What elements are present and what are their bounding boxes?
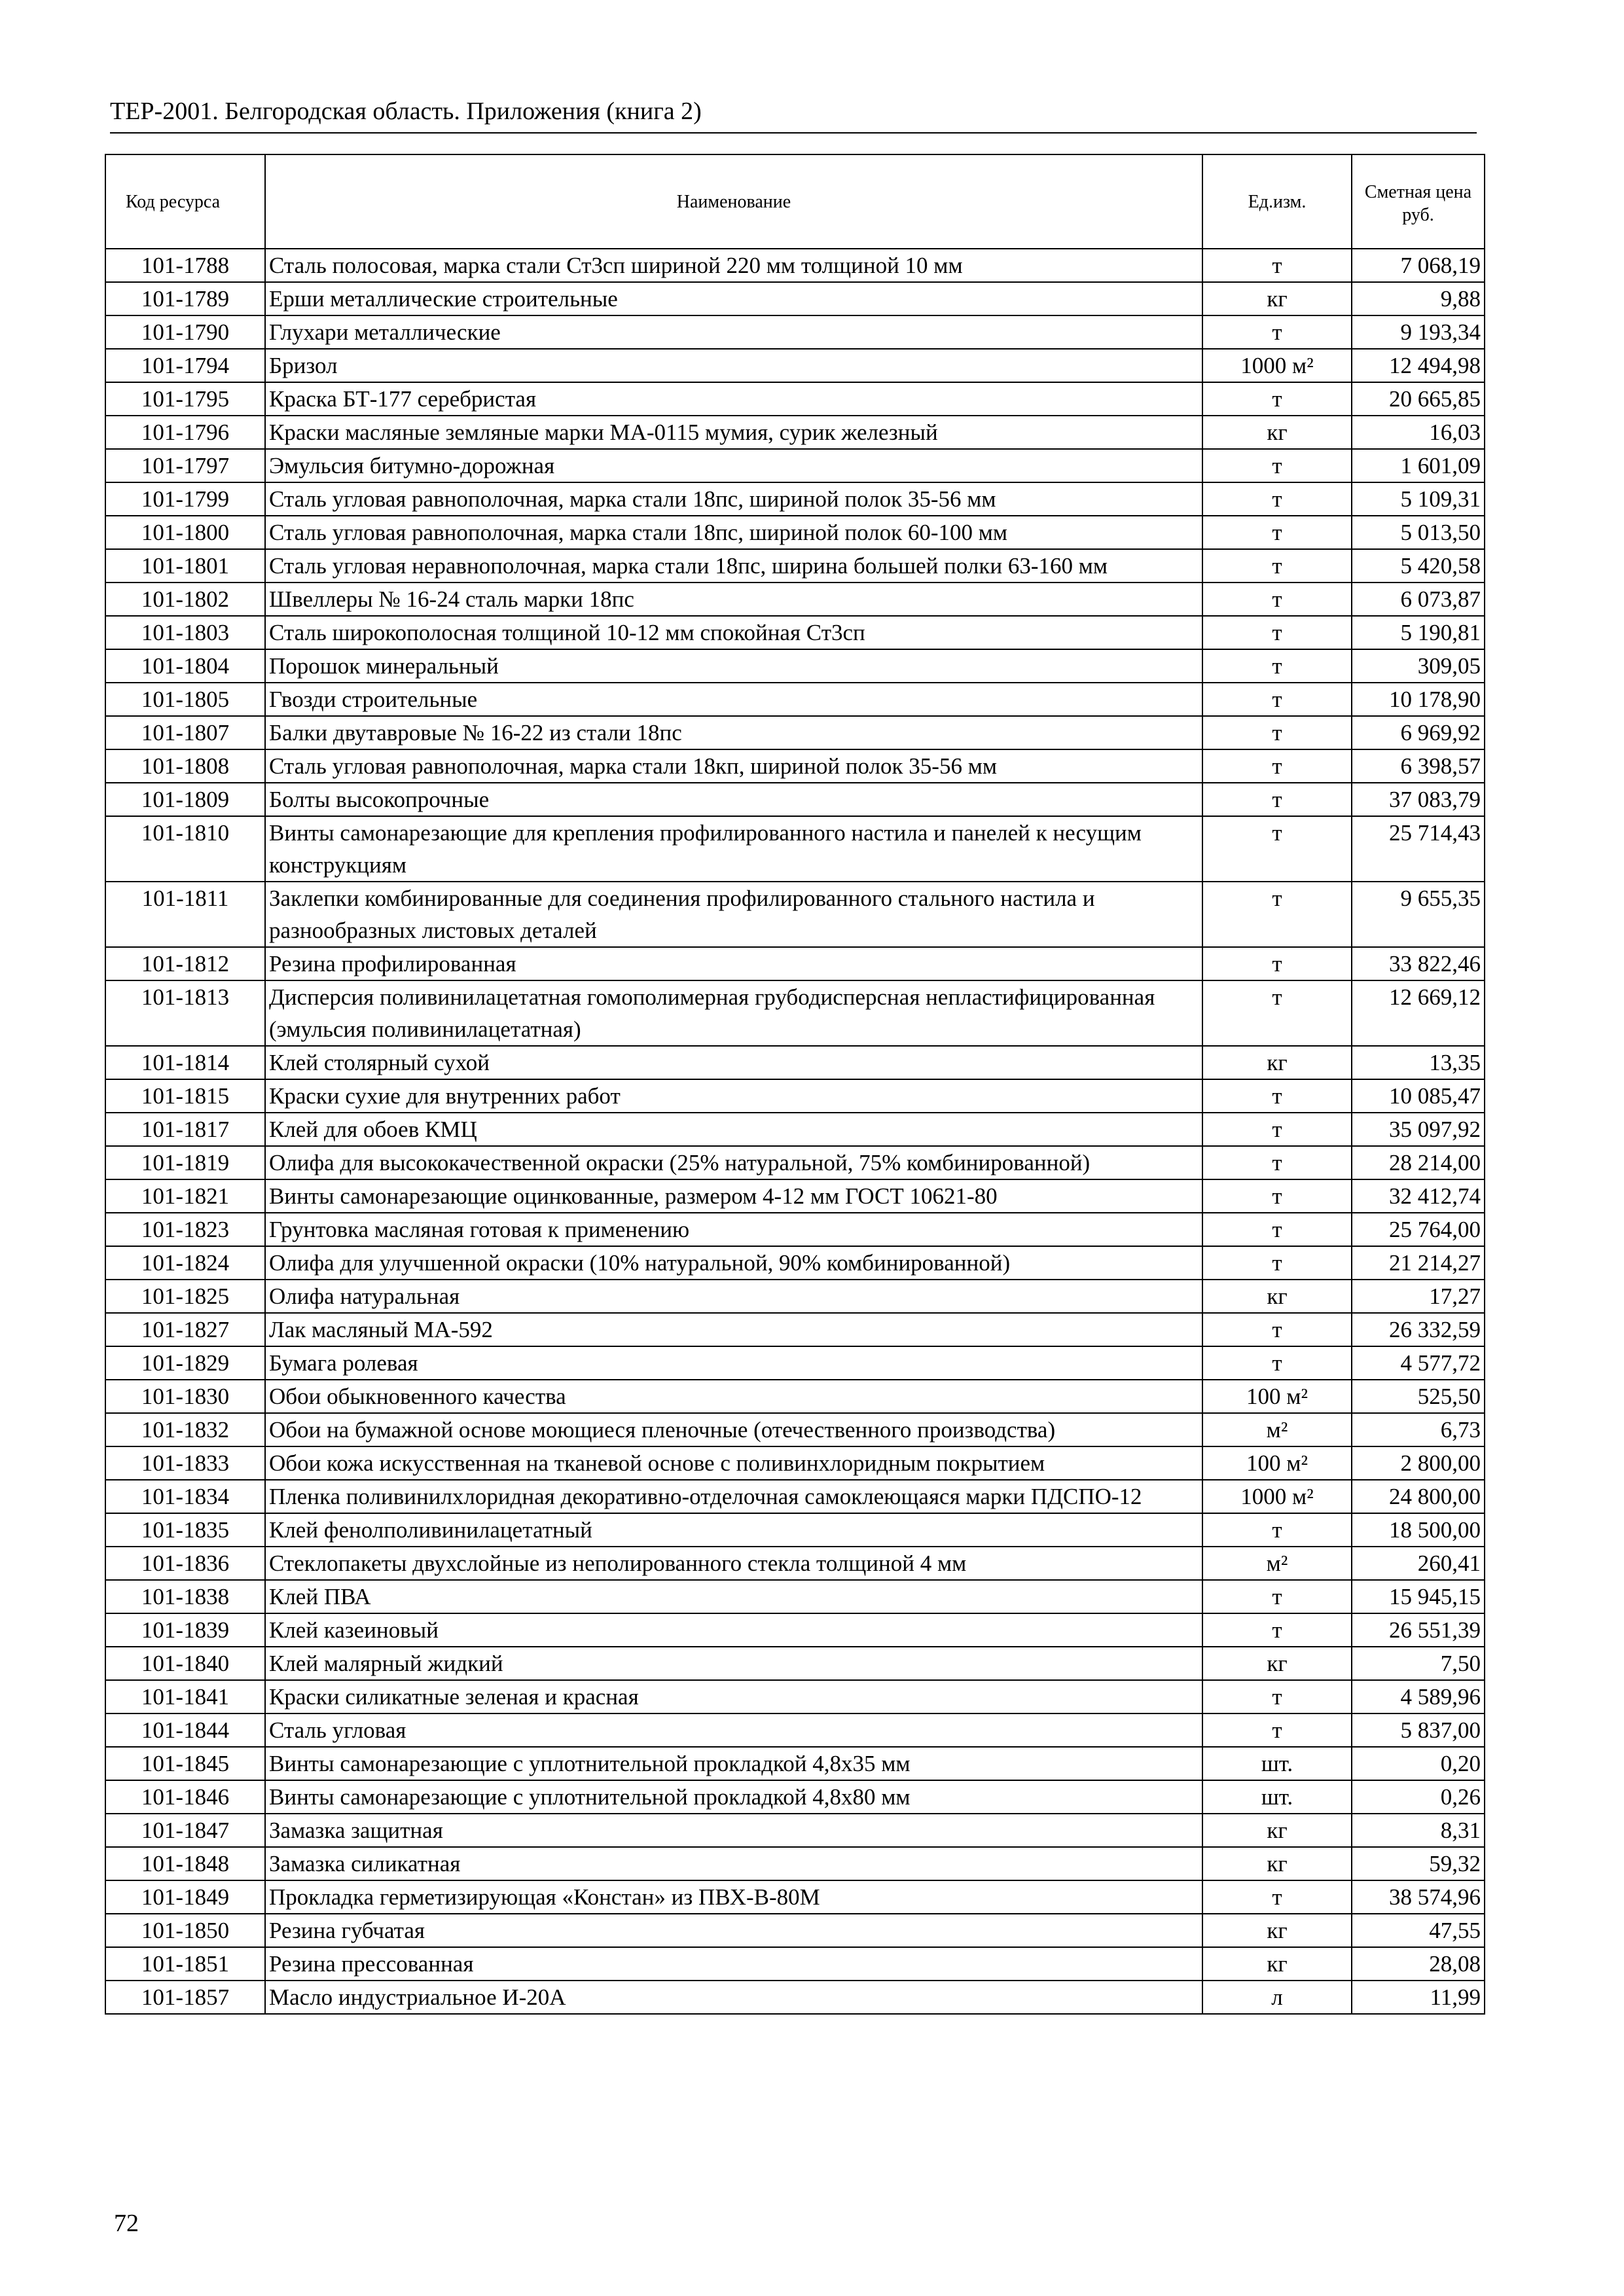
unit-cell: т [1202,749,1352,783]
resource-code-cell: 101-1827 [105,1313,265,1346]
unit-cell: т [1202,616,1352,649]
unit-cell: т [1202,482,1352,516]
resource-name-cell: Клей столярный сухой [265,1046,1202,1079]
price-cell: 47,55 [1352,1914,1485,1947]
resource-code-cell: 101-1804 [105,649,265,683]
table-row [105,1079,1485,1113]
price-cell: 28 214,00 [1352,1146,1485,1179]
table-row [105,882,1485,947]
unit-cell: 1000 м² [1202,349,1352,382]
price-cell: 59,32 [1352,1847,1485,1880]
unit-cell: т [1202,516,1352,549]
resource-name-cell: Клей казеиновый [265,1613,1202,1647]
table-row [105,1246,1485,1280]
resource-code-cell: 101-1811 [105,882,265,947]
table-row [105,1146,1485,1179]
resource-code-cell: 101-1799 [105,482,265,516]
table-row [105,482,1485,516]
unit-cell: т [1202,549,1352,583]
resource-name-cell: Винты самонарезающие оцинкованные, размером 4-12 мм ГОСТ 10621-80 [265,1179,1202,1213]
resource-name-cell: Винты самонарезающие с уплотнительной прокладкой 4,8х35 мм [265,1747,1202,1780]
price-cell: 20 665,85 [1352,382,1485,416]
column-header-unit: Ед.изм. [1202,154,1352,249]
price-cell: 309,05 [1352,649,1485,683]
unit-cell: т [1202,980,1352,1046]
resource-name-cell: Краски масляные земляные марки МА-0115 мумия, сурик железный [265,416,1202,449]
resource-name-cell: Дисперсия поливинилацетатная гомополимерная грубодисперсная непластифицированная (эмульсия поливинилацетатная) [265,980,1202,1046]
resource-code-cell: 101-1844 [105,1713,265,1747]
resource-name-cell: Краски сухие для внутренних работ [265,1079,1202,1113]
price-cell: 17,27 [1352,1280,1485,1313]
price-cell: 25 714,43 [1352,816,1485,882]
unit-cell: м² [1202,1547,1352,1580]
resource-code-cell: 101-1788 [105,249,265,282]
resource-code-cell: 101-1795 [105,382,265,416]
price-cell: 12 669,12 [1352,980,1485,1046]
price-cell: 5 420,58 [1352,549,1485,583]
unit-cell: т [1202,1680,1352,1713]
resource-code-cell: 101-1838 [105,1580,265,1613]
resource-name-cell: Сталь угловая равнополочная, марка стали 18пс, шириной полок 35-56 мм [265,482,1202,516]
resource-name-cell: Глухари металлические [265,315,1202,349]
price-cell: 10 085,47 [1352,1079,1485,1113]
unit-cell: т [1202,882,1352,947]
price-cell: 24 800,00 [1352,1480,1485,1513]
resource-name-cell: Ерши металлические строительные [265,282,1202,315]
price-cell: 33 822,46 [1352,947,1485,980]
resource-name-cell: Порошок минеральный [265,649,1202,683]
resource-name-cell: Клей ПВА [265,1580,1202,1613]
unit-cell: т [1202,716,1352,749]
price-cell: 21 214,27 [1352,1246,1485,1280]
resource-code-cell: 101-1848 [105,1847,265,1880]
unit-cell: шт. [1202,1780,1352,1814]
resource-code-cell: 101-1796 [105,416,265,449]
price-cell: 5 109,31 [1352,482,1485,516]
price-cell: 7 068,19 [1352,249,1485,282]
unit-cell: шт. [1202,1747,1352,1780]
table-row [105,1747,1485,1780]
unit-cell: т [1202,1513,1352,1547]
table-row [105,1313,1485,1346]
unit-cell: т [1202,1146,1352,1179]
resource-code-cell: 101-1839 [105,1613,265,1647]
price-cell: 6 073,87 [1352,583,1485,616]
unit-cell: т [1202,382,1352,416]
price-cell: 8,31 [1352,1814,1485,1847]
resource-name-cell: Клей малярный жидкий [265,1647,1202,1680]
resource-code-cell: 101-1823 [105,1213,265,1246]
unit-cell: т [1202,1113,1352,1146]
price-cell: 37 083,79 [1352,783,1485,816]
table-row [105,1847,1485,1880]
price-cell: 13,35 [1352,1046,1485,1079]
price-cell: 38 574,96 [1352,1880,1485,1914]
unit-cell: 1000 м² [1202,1480,1352,1513]
table-row [105,947,1485,980]
unit-cell: т [1202,449,1352,482]
resource-code-cell: 101-1810 [105,816,265,882]
price-cell: 10 178,90 [1352,683,1485,716]
resource-name-cell: Сталь широкополосная толщиной 10-12 мм спокойная Ст3сп [265,616,1202,649]
resource-code-cell: 101-1819 [105,1146,265,1179]
unit-cell: т [1202,1246,1352,1280]
unit-cell: т [1202,783,1352,816]
table-row [105,1814,1485,1847]
table-row [105,716,1485,749]
resource-code-cell: 101-1846 [105,1780,265,1814]
resource-code-cell: 101-1829 [105,1346,265,1380]
resource-code-cell: 101-1803 [105,616,265,649]
table-row [105,1346,1485,1380]
resource-name-cell: Балки двутавровые № 16-22 из стали 18пс [265,716,1202,749]
resource-name-cell: Швеллеры № 16-24 сталь марки 18пс [265,583,1202,616]
unit-cell: т [1202,1713,1352,1747]
resource-code-cell: 101-1841 [105,1680,265,1713]
column-header-code: Код ресурса [105,154,265,249]
table-row [105,1780,1485,1814]
resource-code-cell: 101-1805 [105,683,265,716]
resource-code-cell: 101-1815 [105,1079,265,1113]
unit-cell: т [1202,1580,1352,1613]
resource-name-cell: Грунтовка масляная готовая к применению [265,1213,1202,1246]
resource-code-cell: 101-1825 [105,1280,265,1313]
price-cell: 16,03 [1352,416,1485,449]
unit-cell: т [1202,583,1352,616]
unit-cell: кг [1202,1914,1352,1947]
unit-cell: кг [1202,1280,1352,1313]
price-cell: 28,08 [1352,1947,1485,1981]
price-cell: 260,41 [1352,1547,1485,1580]
resource-code-cell: 101-1835 [105,1513,265,1547]
table-row [105,1446,1485,1480]
unit-cell: т [1202,1213,1352,1246]
price-cell: 15 945,15 [1352,1580,1485,1613]
price-cell: 6,73 [1352,1413,1485,1446]
unit-cell: кг [1202,1847,1352,1880]
unit-cell: кг [1202,1647,1352,1680]
unit-cell: т [1202,816,1352,882]
table-row [105,1380,1485,1413]
unit-cell: т [1202,249,1352,282]
price-cell: 0,26 [1352,1780,1485,1814]
unit-cell: 100 м² [1202,1380,1352,1413]
resource-code-cell: 101-1836 [105,1547,265,1580]
table-row [105,1680,1485,1713]
resource-name-cell: Обои обыкновенного качества [265,1380,1202,1413]
resource-code-cell: 101-1821 [105,1179,265,1213]
resource-code-cell: 101-1801 [105,549,265,583]
resource-code-cell: 101-1830 [105,1380,265,1413]
resource-code-cell: 101-1824 [105,1246,265,1280]
table-row [105,282,1485,315]
page-number: 72 [114,2210,139,2237]
unit-cell: т [1202,1880,1352,1914]
table-row [105,1880,1485,1914]
resource-name-cell: Обои кожа искусственная на тканевой основе с поливинхлоридным покрытием [265,1446,1202,1480]
resource-code-cell: 101-1847 [105,1814,265,1847]
resource-name-cell: Резина губчатая [265,1914,1202,1947]
resource-name-cell: Бризол [265,349,1202,382]
table-row [105,382,1485,416]
table-row [105,980,1485,1046]
resource-name-cell: Олифа для высококачественной окраски (25% натуральной, 75% комбинированной) [265,1146,1202,1179]
unit-cell: л [1202,1981,1352,2014]
table-row [105,1513,1485,1547]
table-row [105,1413,1485,1446]
table-row [105,1647,1485,1680]
table-row [105,683,1485,716]
resource-code-cell: 101-1814 [105,1046,265,1079]
resource-code-cell: 101-1790 [105,315,265,349]
price-cell: 18 500,00 [1352,1513,1485,1547]
resource-name-cell: Стеклопакеты двухслойные из неполированного стекла толщиной 4 мм [265,1547,1202,1580]
table-row [105,616,1485,649]
resource-name-cell: Олифа для улучшенной окраски (10% натуральной, 90% комбинированной) [265,1246,1202,1280]
resource-code-cell: 101-1850 [105,1914,265,1947]
price-cell: 26 332,59 [1352,1313,1485,1346]
table-row [105,416,1485,449]
resource-code-cell: 101-1802 [105,583,265,616]
price-cell: 4 577,72 [1352,1346,1485,1380]
column-header-name: Наименование [265,154,1202,249]
unit-cell: кг [1202,282,1352,315]
table-row [105,1981,1485,2014]
resource-code-cell: 101-1832 [105,1413,265,1446]
unit-cell: т [1202,947,1352,980]
table-row [105,1213,1485,1246]
unit-cell: кг [1202,1814,1352,1847]
resource-code-cell: 101-1807 [105,716,265,749]
price-cell: 6 398,57 [1352,749,1485,783]
resource-name-cell: Краска БТ-177 серебристая [265,382,1202,416]
resource-name-cell: Лак масляный МА-592 [265,1313,1202,1346]
unit-cell: 100 м² [1202,1446,1352,1480]
resource-code-cell: 101-1851 [105,1947,265,1981]
resource-name-cell: Замазка защитная [265,1814,1202,1847]
unit-cell: т [1202,1346,1352,1380]
price-cell: 525,50 [1352,1380,1485,1413]
table-row [105,1914,1485,1947]
unit-cell: кг [1202,1046,1352,1079]
resource-code-cell: 101-1808 [105,749,265,783]
table-row [105,1280,1485,1313]
price-cell: 7,50 [1352,1647,1485,1680]
table-row [105,1046,1485,1079]
table-row [105,816,1485,882]
resource-name-cell: Масло индустриальное И-20А [265,1981,1202,2014]
unit-cell: т [1202,649,1352,683]
resource-name-cell: Сталь угловая равнополочная, марка стали 18пс, шириной полок 60-100 мм [265,516,1202,549]
table-row [105,516,1485,549]
price-cell: 25 764,00 [1352,1213,1485,1246]
page-header-title: ТЕР-2001. Белгородская область. Приложения (книга 2) [110,98,702,125]
resource-name-cell: Винты самонарезающие для крепления профилированного настила и панелей к несущим конструкциям [265,816,1202,882]
resource-name-cell: Сталь угловая [265,1713,1202,1747]
resource-code-cell: 101-1812 [105,947,265,980]
unit-cell: т [1202,315,1352,349]
resource-name-cell: Сталь угловая равнополочная, марка стали 18кп, шириной полок 35-56 мм [265,749,1202,783]
table-row [105,649,1485,683]
resource-name-cell: Сталь полосовая, марка стали Ст3сп шириной 220 мм толщиной 10 мм [265,249,1202,282]
unit-cell: т [1202,1079,1352,1113]
unit-cell: кг [1202,416,1352,449]
resource-code-cell: 101-1789 [105,282,265,315]
table-row [105,249,1485,282]
price-cell: 5 013,50 [1352,516,1485,549]
table-row [105,749,1485,783]
table-row [105,349,1485,382]
price-cell: 35 097,92 [1352,1113,1485,1146]
unit-cell: кг [1202,1947,1352,1981]
price-cell: 11,99 [1352,1981,1485,2014]
price-cell: 4 589,96 [1352,1680,1485,1713]
resource-code-cell: 101-1817 [105,1113,265,1146]
unit-cell: т [1202,1613,1352,1647]
table-row [105,315,1485,349]
price-cell: 32 412,74 [1352,1179,1485,1213]
resource-code-cell: 101-1809 [105,783,265,816]
resource-name-cell: Клей фенолполивинилацетатный [265,1513,1202,1547]
resource-name-cell: Краски силикатные зеленая и красная [265,1680,1202,1713]
table-row [105,1713,1485,1747]
resource-name-cell: Замазка силикатная [265,1847,1202,1880]
resource-code-cell: 101-1813 [105,980,265,1046]
resource-code-cell: 101-1840 [105,1647,265,1680]
table-body [105,249,1485,2014]
resource-code-cell: 101-1800 [105,516,265,549]
header-divider [110,132,1477,134]
resource-name-cell: Прокладка герметизирующая «Констан» из ПВХ-В-80М [265,1880,1202,1914]
resource-name-cell: Обои на бумажной основе моющиеся пленочные (отечественного производства) [265,1413,1202,1446]
resource-name-cell: Олифа натуральная [265,1280,1202,1313]
table-header-row [105,154,1485,249]
unit-cell: т [1202,683,1352,716]
resource-code-cell: 101-1794 [105,349,265,382]
unit-cell: т [1202,1179,1352,1213]
unit-cell: т [1202,1313,1352,1346]
price-cell: 2 800,00 [1352,1446,1485,1480]
resource-name-cell: Бумага ролевая [265,1346,1202,1380]
resource-code-cell: 101-1849 [105,1880,265,1914]
table-row [105,1947,1485,1981]
table-row [105,449,1485,482]
table-row [105,1480,1485,1513]
resource-price-table [105,154,1485,2015]
price-cell: 6 969,92 [1352,716,1485,749]
resource-code-cell: 101-1845 [105,1747,265,1780]
table-row [105,549,1485,583]
price-cell: 0,20 [1352,1747,1485,1780]
price-cell: 26 551,39 [1352,1613,1485,1647]
resource-name-cell: Резина профилированная [265,947,1202,980]
resource-name-cell: Болты высокопрочные [265,783,1202,816]
table-row [105,1547,1485,1580]
resource-name-cell: Сталь угловая неравнополочная, марка стали 18пс, ширина большей полки 63-160 мм [265,549,1202,583]
resource-name-cell: Винты самонарезающие с уплотнительной прокладкой 4,8х80 мм [265,1780,1202,1814]
price-cell: 12 494,98 [1352,349,1485,382]
resource-name-cell: Эмульсия битумно-дорожная [265,449,1202,482]
price-cell: 9 193,34 [1352,315,1485,349]
table-row [105,783,1485,816]
resource-code-cell: 101-1857 [105,1981,265,2014]
table-row [105,1613,1485,1647]
price-cell: 5 190,81 [1352,616,1485,649]
resource-name-cell: Гвозди строительные [265,683,1202,716]
resource-name-cell: Пленка поливинилхлоридная декоративно-отделочная самоклеющаяся марки ПДСПО-12 [265,1480,1202,1513]
resource-name-cell: Резина прессованная [265,1947,1202,1981]
price-cell: 5 837,00 [1352,1713,1485,1747]
resource-code-cell: 101-1834 [105,1480,265,1513]
table-row [105,1580,1485,1613]
price-cell: 1 601,09 [1352,449,1485,482]
unit-cell: м² [1202,1413,1352,1446]
price-cell: 9 655,35 [1352,882,1485,947]
table-row [105,1113,1485,1146]
resource-code-cell: 101-1833 [105,1446,265,1480]
price-cell: 9,88 [1352,282,1485,315]
column-header-price: Сметная цена руб. [1352,154,1485,249]
table-row [105,1179,1485,1213]
table-row [105,583,1485,616]
resource-name-cell: Заклепки комбинированные для соединения профилированного стального настила и разнообразных листовых деталей [265,882,1202,947]
resource-code-cell: 101-1797 [105,449,265,482]
resource-name-cell: Клей для обоев КМЦ [265,1113,1202,1146]
